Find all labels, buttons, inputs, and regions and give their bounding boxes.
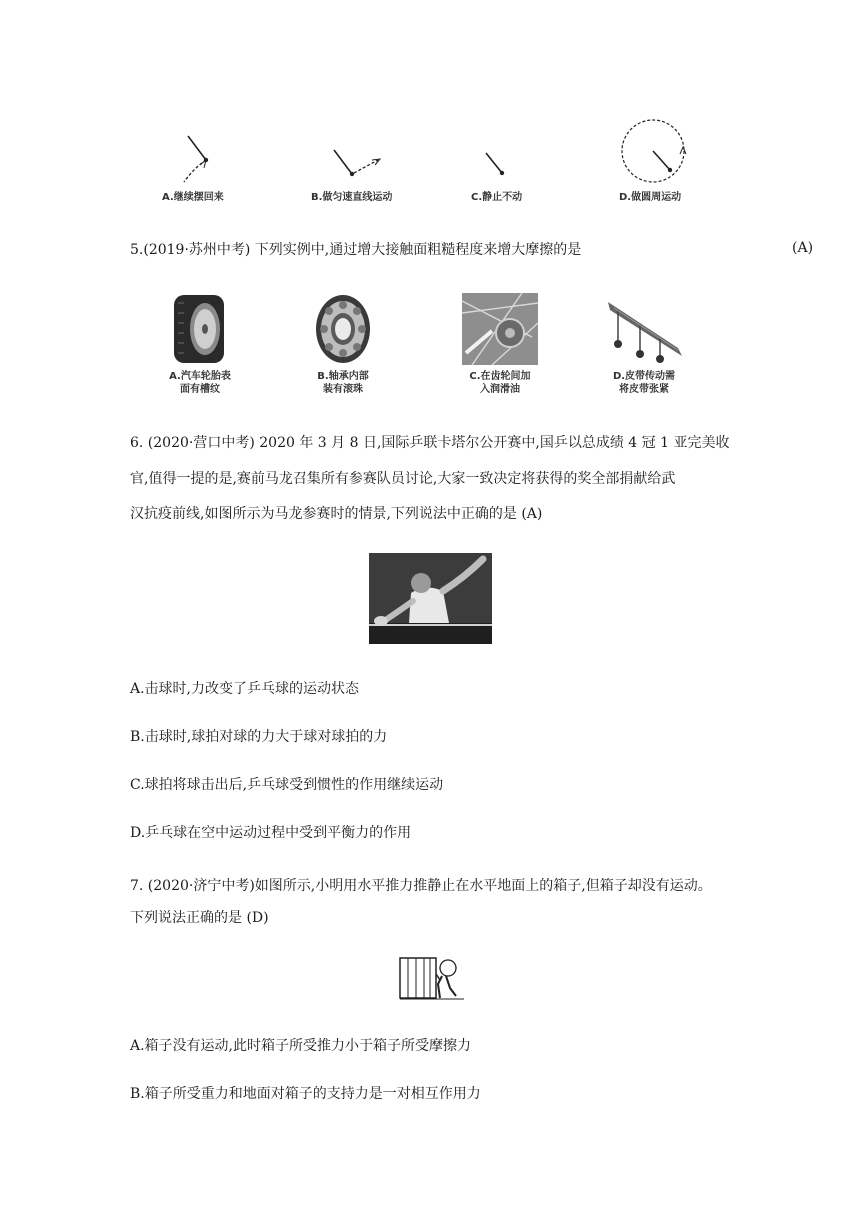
gear-oil-icon (462, 293, 538, 365)
q6-option: A.击球时,力改变了乒乓球的运动状态 (130, 681, 360, 697)
stationary-icon (470, 145, 530, 185)
option-line: D.皮带传动需 (612, 371, 676, 382)
q5-option-c (456, 370, 544, 396)
q6-stem-line: 汉抗疫前线,如图所示为马龙参赛时的情景,下列说法中正确的是 (A) (130, 506, 543, 522)
straight-line-motion-icon (320, 140, 400, 185)
q7-stem-line: 下列说法正确的是 (D) (130, 910, 269, 926)
bearing-icon (314, 293, 372, 365)
q7-stem-line: 7. (2020·济宁中考)如图所示,小明用水平推力推静止在水平地面上的箱子,但箱子却没有运动。 (130, 878, 712, 894)
motion-caption: D.做圆周运动 (619, 192, 682, 203)
q5-stem: 5.(2019·苏州中考) 下列实例中,通过增大接触面粗糙程度来增大摩擦的是 (130, 242, 582, 258)
boy-pushing-box-icon (396, 952, 468, 1002)
q5-answer: (A) (792, 240, 814, 256)
motion-caption: A.继续摆回来 (162, 192, 224, 203)
q6-option: C.球拍将球击出后,乒乓球受到惯性的作用继续运动 (130, 777, 444, 793)
table-tennis-player-photo (369, 553, 492, 644)
q6-stem-line: 6. (2020·营口中考) 2020 年 3 月 8 日,国际乒联卡塔尔公开赛中,国乒以总成绩 4 冠 1 亚完美收 (130, 435, 730, 451)
q7-option: A.箱子没有运动,此时箱子所受推力小于箱子所受摩擦力 (130, 1038, 472, 1054)
option-line: 将皮带张紧 (619, 384, 669, 395)
q5-option-b (300, 370, 386, 396)
motion-caption: C.静止不动 (471, 192, 523, 203)
q7-option: B.箱子所受重力和地面对箱子的支持力是一对相互作用力 (130, 1086, 481, 1102)
belt-conveyor-icon (604, 296, 688, 364)
tire-icon (172, 293, 226, 365)
option-line: 面有槽纹 (180, 384, 220, 395)
q5-option-a (160, 370, 240, 396)
option-line: C.在齿轮间加 (469, 371, 531, 382)
motion-caption: B.做匀速直线运动 (311, 192, 393, 203)
pendulum-swing-back-icon (150, 130, 240, 185)
q6-option: D.乒乓球在空中运动过程中受到平衡力的作用 (130, 825, 412, 841)
option-line: 装有滚珠 (323, 384, 363, 395)
q6-stem-line: 官,值得一提的是,赛前马龙召集所有参赛队员讨论,大家一致决定将获得的奖全部捐献给武 (130, 471, 676, 487)
option-line: B.轴承内部 (317, 371, 369, 382)
option-line: A.汽车轮胎表 (169, 371, 231, 382)
option-line: 入润滑油 (480, 384, 520, 395)
circular-motion-icon (620, 118, 690, 188)
q6-option: B.击球时,球拍对球的力大于球对球拍的力 (130, 729, 388, 745)
q5-option-d (596, 370, 692, 396)
